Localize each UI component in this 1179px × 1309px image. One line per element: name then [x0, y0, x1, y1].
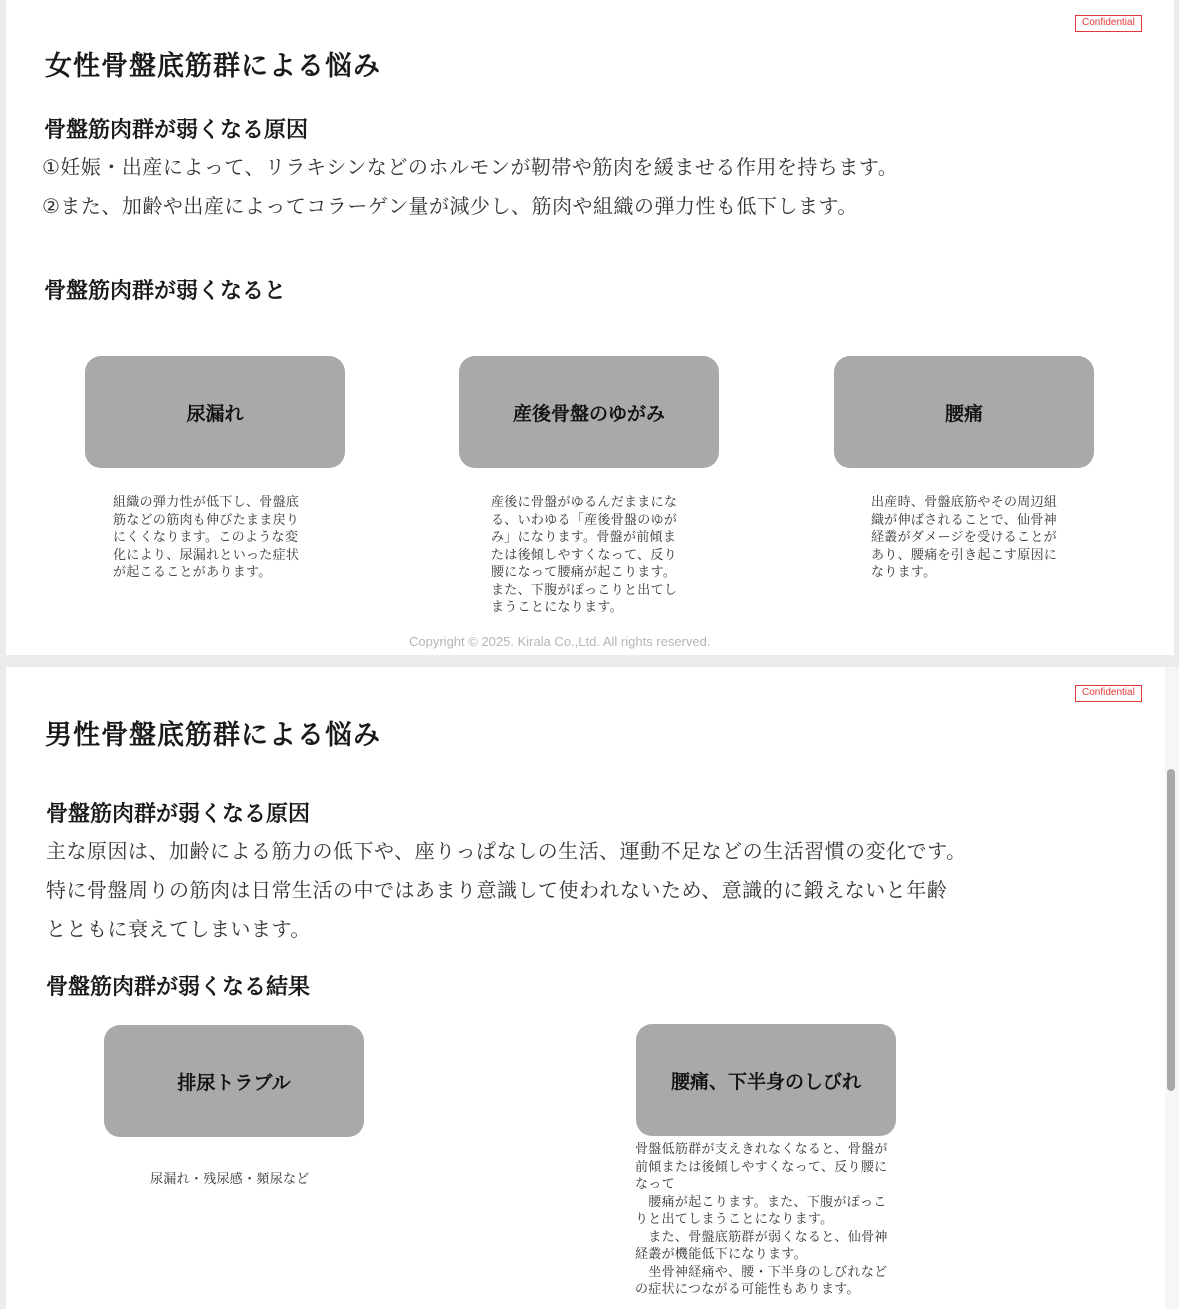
- slide-title: 女性骨盤底筋群による悩み: [45, 51, 381, 82]
- card-label: 産後骨盤のゆがみ: [512, 402, 665, 425]
- slide-female: [6, 0, 1174, 655]
- effect-heading: 骨盤筋肉群が弱くなると: [44, 279, 287, 304]
- card-description: 組織の弾力性が低下し、骨盤底 筋などの筋肉も伸びたまま戻り にくくなります。このような変 化により、尿漏れといった症状 が起こることがあります。: [113, 495, 300, 580]
- scrollbar-thumb[interactable]: [1167, 769, 1175, 1091]
- cause-heading: 骨盤筋肉群が弱くなる原因: [46, 802, 311, 827]
- slide-title: 男性骨盤底筋群による悩み: [45, 720, 381, 751]
- card-label: 排尿トラブル: [177, 1071, 291, 1094]
- card-back-pain-numbness: [636, 1024, 896, 1136]
- cause-line-2: 特に骨盤周りの筋肉は日常生活の中ではあまり意識して使われないため、意識的に鍛えないと年齢: [46, 878, 948, 902]
- cause-line-2: ②また、加齢や出産によってコラーゲン量が減少し、筋肉や組織の弾力性も低下します。: [42, 194, 858, 218]
- card-postpartum-pelvis: [459, 356, 719, 468]
- card-incontinence: [85, 356, 345, 468]
- card-description: 尿漏れ・残尿感・頻尿など: [150, 1172, 310, 1187]
- confidential-badge: Confidential: [1075, 685, 1142, 702]
- card-description: 骨盤低筋群が支えきれなくなると、骨盤が 前傾または後傾しやすくなって、反り腰に なって 腰痛が起こります。また、下腹がぽっこ りと出てしまうことになります。 また、骨盤底筋群が弱くなると、仙骨神 経叢が機能低下になります。 坐骨神経痛や、腰・下半身のしびれなど の症状につながる可能性もあります。: [635, 1142, 888, 1297]
- card-description: 産後に骨盤がゆるんだままにな る、いわゆる「産後骨盤のゆが み」になります。骨盤が前傾ま たは後傾しやすくなって、反り 腰になって腰痛が起こります。 また、下腹がぽっこりと出てし まうことになります。: [491, 495, 678, 615]
- card-label: 腰痛、下半身のしびれ: [670, 1070, 861, 1093]
- card-label: 腰痛: [944, 402, 983, 425]
- cause-line-3: とともに衰えてしまいます。: [46, 917, 311, 941]
- card-urination-trouble: [104, 1025, 364, 1137]
- card-description: 出産時、骨盤底筋やその周辺組 織が伸ばされることで、仙骨神 経叢がダメージを受けることが あり、腰痛を引き起こす原因に なります。: [871, 495, 1058, 580]
- slide-male: [6, 667, 1174, 1309]
- cause-heading: 骨盤筋肉群が弱くなる原因: [44, 118, 309, 143]
- copyright: Copyright © 2025. Kirala Co.,Ltd. All rights reserved.: [409, 634, 711, 649]
- result-heading: 骨盤筋肉群が弱くなる結果: [46, 975, 311, 1000]
- confidential-badge: Confidential: [1075, 15, 1142, 32]
- card-back-pain: [834, 356, 1094, 468]
- card-label: 尿漏れ: [186, 402, 244, 425]
- cause-line-1: 主な原因は、加齢による筋力の低下や、座りっぱなしの生活、運動不足などの生活習慣の変化です。: [46, 839, 967, 863]
- cause-line-1: ①妊娠・出産によって、リラキシンなどのホルモンが靭帯や筋肉を緩ませる作用を持ちます。: [42, 155, 899, 179]
